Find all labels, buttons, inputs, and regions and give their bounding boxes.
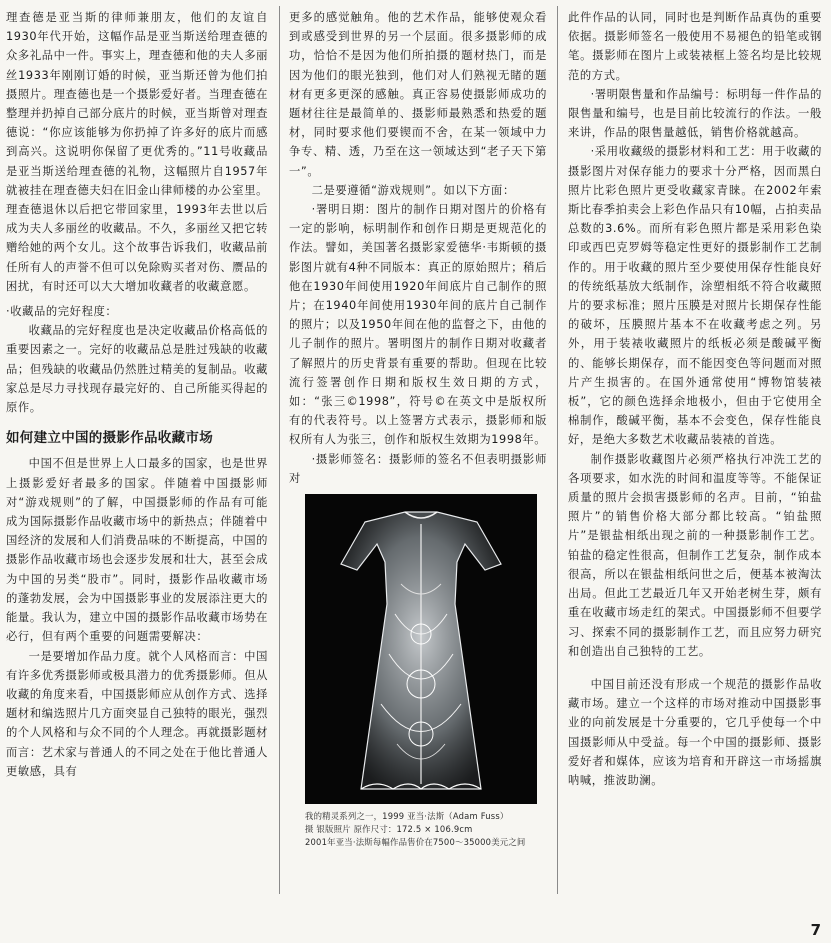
paragraph-materials: ·采用收藏级的摄影材料和工艺：用于收藏的摄影图片对保存能力的要求十分严格，因而黑白照片比彩色照片更受收藏家青睐。在2002年索斯比春季拍卖会上彩色作品只有10幅，占拍卖品总数的3.6%。而所有彩色照片都是采用彩色染印或西巴克罗姆等稳定性更好的摄影制作工艺制作的。用于收藏的照片至少要使用保存性能良好的传统纸基放大纸制作，涂塑相纸不符合收藏照片的要求标准；照片压膜是对照片长期保存性能的破坏，压膜照片基本不在收藏考虑之列。另外，用于装裱收藏照片的纸板必须是酸碱平衡的、能够长期保存，而不能因变色等问题而对照片产生损害的。在国外通常使用“博物馆装裱板”，它的颜色选择余地极小，但由于它使用全棉制作，酸碱平衡，基本不会变色，保存性能良好，是绝大多数艺术收藏品装裱的首选。 xyxy=(568,145,822,447)
section-heading: 如何建立中国的摄影作品收藏市场 xyxy=(6,430,213,447)
caption-line-3: 2001年亚当·法斯每幅作品售价在7500～35000美元之间 xyxy=(305,837,526,848)
column-middle xyxy=(289,8,547,849)
caption-line-1: 我的精灵系列之一，1999 亚当·法斯（Adam Fuss） xyxy=(305,811,509,822)
paragraph-limited-edition: ·署明限售量和作品编号：标明每一件作品的限售量和编号，也是目前比较流行的作法。一般来讲，作品的限售量越低，销售价格就越高。 xyxy=(568,87,822,140)
gown-illustration xyxy=(305,494,537,804)
spacer xyxy=(568,661,822,675)
paragraph-rules-intro: 二是要遵循“游戏规则”。如以下方面： xyxy=(311,183,515,197)
paragraph-signature: ·摄影师签名：摄影师的签名不但表明摄影师对 xyxy=(289,452,547,485)
column-divider-1 xyxy=(279,6,280,894)
paragraph-processing: 制作摄影收藏图片必须严格执行冲洗工艺的各项要求，如水洗的时间和温度等等。不能保证质量的照片会损害摄影师的名声。目前，“铂盐照片”的销售价格大部分都比较高。“铂盐照片”是银盐相纸出现之前的一种摄影制作工艺。铂盐的稳定性很高，但制作工艺复杂，制作成本很高，所以在银盐相纸问世之后，便基本被淘汰出局。但此工艺最近几年又开始老树生芽，颇有重在收藏市场走红的架式。中国摄影师不但要学习、探索不同的摄影制作工艺，而且应努力研究和创造出自己独特的工艺。 xyxy=(568,452,822,658)
paragraph-conclusion: 中国目前还没有形成一个规范的摄影作品收藏市场。建立一个这样的市场对推动中国摄影事业的向前发展是十分重要的，它几乎使每一个中国摄影师从中受益。每一个中国的摄影师、摄影爱好者和媒体，应该为培育和开辟这一市场摇旗呐喊，推波助澜。 xyxy=(568,677,822,787)
column-divider-2 xyxy=(557,6,558,894)
figure-caption xyxy=(305,810,537,849)
paragraph-condition: 收藏品的完好程度也是决定收藏品价格高低的重要因素之一。完好的收藏品总是胜过残缺的收藏品；但残缺的收藏品仍然胜过精美的复制品。收藏家总是尽力寻找现存最完好的、自己所能买得起的原作。 xyxy=(6,324,268,415)
paragraph-dating: ·署明日期：图片的制作日期对图片的价格有一定的影响，标明制作和创作日期是更规范化的作法。譬如，美国著名摄影家爱德华·韦斯顿的摄影图片就有4种不同版本：真正的原始照片；稍后他在1930年间使用1920年间底片自己制作的照片；在1940年间使用1930年间的底片自己制作的照片；以及1950年间在他的监督之下，由他的儿子制作的照片。署明图片的制作日期对收藏者了解照片的历史背景有重要的帮助。但现在比较流行签署创作日期和版权生效日期的方式，如：“张三©1998”，符号©在英文中是版权所有的代表符号。以上签署方式表示，摄影师和版权所有人为张三，创作和版权生效期为1998年。 xyxy=(289,203,547,447)
paragraph-strength: 一是要增加作品力度。就个人风格而言：中国有许多优秀摄影师或极具潜力的优秀摄影师。但从收藏的角度来看，中国摄影师应从创作方式、选择题材和编选照片几方面突显自己独特的眼光，强烈的个人风格和与众不同的个人理念。再就摄影题材而言：艺术家与普通人的不同之处在于他比普通人更敏感，具有 xyxy=(6,649,268,778)
paragraph-richard-story: 理查德是亚当斯的律师兼朋友，他们的友谊自1930年代开始，这幅作品是亚当斯送给理查德的众多礼品中一件。事实上，理查德和他的夫人多丽丝1933年刚刚订婚的时候，亚当斯还曾为他们拍摄照片。理查德也是一个摄影爱好者。当理查德在整理并扔掉自己部分底片的时候，亚当斯曾对理查德说：“你应该能够为你扔掉了许多好的底片而感到高兴。这说明你保留了更优秀的。”11号收藏品是亚当斯送给理查德的礼物，这幅照片自1957年就被挂在理查德夫妇在旧金山律师楼的办公室里。理查德退休以后把它带回家里，1993年去世以后成为夫人多丽丝的收藏品。不久，多丽丝又把它转赠给她的两个女儿。这个故事告诉我们，收藏品前任所有人的声誉不但可以免除购买者对伤、赝品的困扰，有时还可以大大增加收藏者的收藏意愿。 xyxy=(6,11,268,293)
photo-christening-gown xyxy=(305,494,537,804)
paragraph-recognition: 此件作品的认同，同时也是判断作品真伪的重要依据。摄影师签名一般使用不易褪色的铅笔或钢笔。摄影师在图片上或装裱框上签名均是比较规范的方式。 xyxy=(568,11,822,82)
column-left xyxy=(6,8,268,781)
column-right xyxy=(568,8,822,790)
paragraph-subject: 更多的感觉触角。他的艺术作品，能够使观众看到或感受到世界的另一个层面。很多摄影师的成功，恰恰不是因为他们所拍摄的题材热门，而是因为他们的眼光独到，他们对人们熟视无睹的题材有更多更深的感触。真正容易使摄影师成功的题材往往是最简单的、摄影师最熟悉和热爱的题材，同时要求他们要锲而不舍，在某一领域中力争专、精、透，乃至在这一领域达到“老子天下第一”。 xyxy=(289,11,547,178)
subheading-condition: ·收藏品的完好程度： xyxy=(6,305,118,319)
paragraph-china-market: 中国不但是世界上人口最多的国家，也是世界上摄影爱好者最多的国家。伴随着中国摄影师对“游戏规则”的了解，中国摄影师的作品有可能成为国际摄影作品收藏市场中的新热点；伴随着中国经济的发展和人们消费品味的不断提高，中国的摄影作品收藏市场也会逐步发展和壮大，甚至会成为中国的另类“股市”。同时，摄影作品收藏市场的蓬勃发展，会为中国摄影事业的发展添注更大的能量。我认为，建立中国的摄影作品收藏市场势在必行，但有两个重要的问题需要解决： xyxy=(6,457,268,644)
figure xyxy=(305,494,537,849)
page-number: 7 xyxy=(810,921,821,939)
caption-line-2: 摄 银版照片 原作尺寸：172.5 × 106.9cm xyxy=(305,824,473,835)
